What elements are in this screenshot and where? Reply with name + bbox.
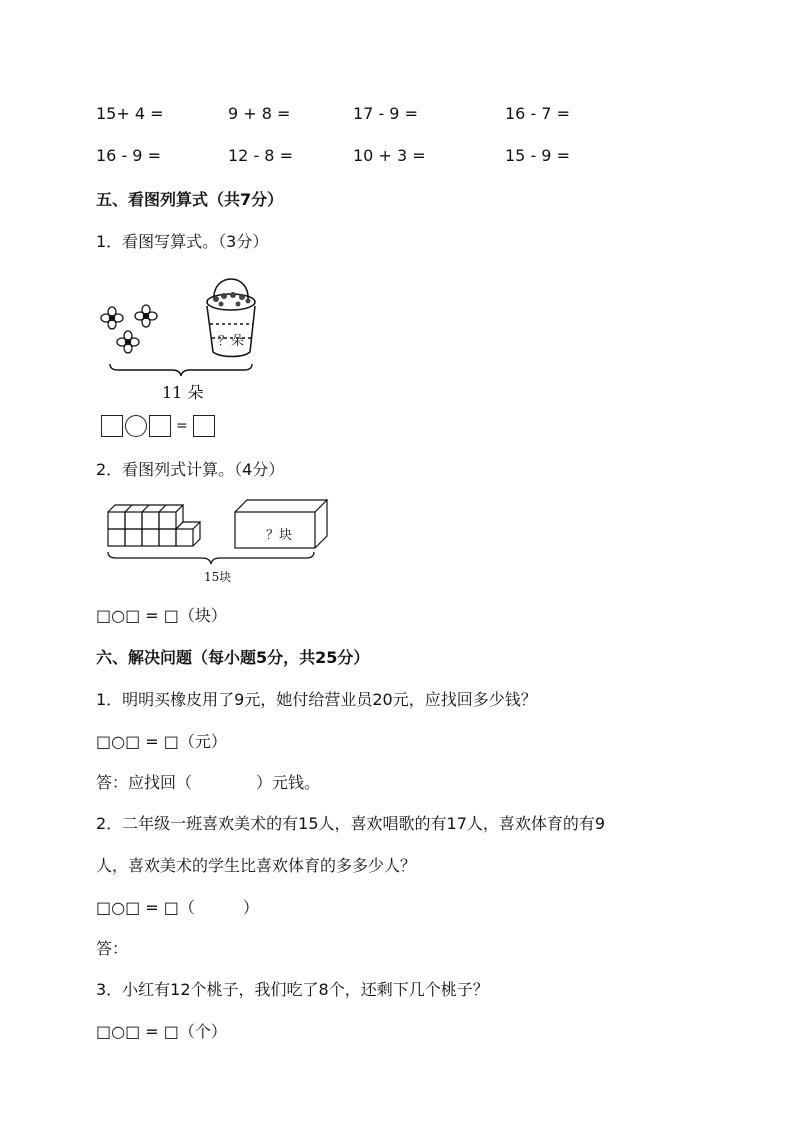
answer-box[interactable]	[149, 415, 171, 437]
section6-q1-text: 1．明明买橡皮用了9元，她付给营业员20元，应找回多少钱？	[96, 690, 537, 709]
blocks-figure	[104, 496, 334, 591]
cube-stack-icon	[108, 505, 200, 546]
equals-sign: =	[176, 418, 188, 434]
section5-q1-text: 1．看图写算式。（3分）	[96, 232, 269, 251]
section6-q1-formula: □○□ = □（元）	[96, 732, 227, 751]
section6-q3-formula: □○□ = □（个）	[96, 1022, 227, 1041]
arith-row1-item2: 9 + 8 =	[228, 104, 291, 123]
section6-q3-text: 3．小红有12个桃子，我们吃了8个，还剩下几个桃子？	[96, 980, 489, 999]
arith-row1-item1: 15+ 4 =	[96, 104, 164, 123]
arith-row2-item4: 15 - 9 =	[505, 146, 570, 165]
brace-icon	[108, 362, 254, 378]
section6-title: 六、解决问题（每小题5分，共25分）	[96, 648, 370, 667]
flowers-total-label: 11 朵	[162, 383, 204, 402]
arith-row1-item4: 16 - 7 =	[505, 104, 570, 123]
q1-answer-boxes	[101, 415, 215, 437]
answer-box[interactable]	[101, 415, 123, 437]
arith-row2-item3: 10 + 3 =	[353, 146, 426, 165]
blocks-total-label: 15块	[204, 570, 232, 584]
section6-q2-formula: □○□ = □（ ）	[96, 898, 259, 917]
flower-icon	[101, 305, 157, 353]
result-box[interactable]	[193, 415, 215, 437]
box-label: ？块	[266, 528, 293, 543]
section5-q2-text: 2．看图列式计算。（4分）	[96, 460, 285, 479]
arith-row2-item1: 16 - 9 =	[96, 146, 161, 165]
brace-icon	[108, 552, 314, 564]
arith-row2-item2: 12 - 8 =	[228, 146, 293, 165]
arith-row1-item3: 17 - 9 =	[353, 104, 418, 123]
operator-circle[interactable]	[125, 415, 147, 437]
basket-label: ？朵	[218, 334, 245, 349]
section6-q2-text-line2: 人，喜欢美术的学生比喜欢体育的多多少人？	[96, 856, 417, 875]
section6-q2-text-line1: 2．二年级一班喜欢美术的有15人，喜欢唱歌的有17人，喜欢体育的有9	[96, 814, 606, 833]
section6-q1-answer: 答：应找回（ ）元钱。	[96, 773, 321, 792]
flowers-basket-figure	[96, 266, 266, 406]
section5-title: 五、看图列算式（共7分）	[96, 190, 284, 209]
section6-q2-answer: 答：	[96, 939, 129, 958]
section5-q2-formula: □○□ = □（块）	[96, 606, 227, 625]
